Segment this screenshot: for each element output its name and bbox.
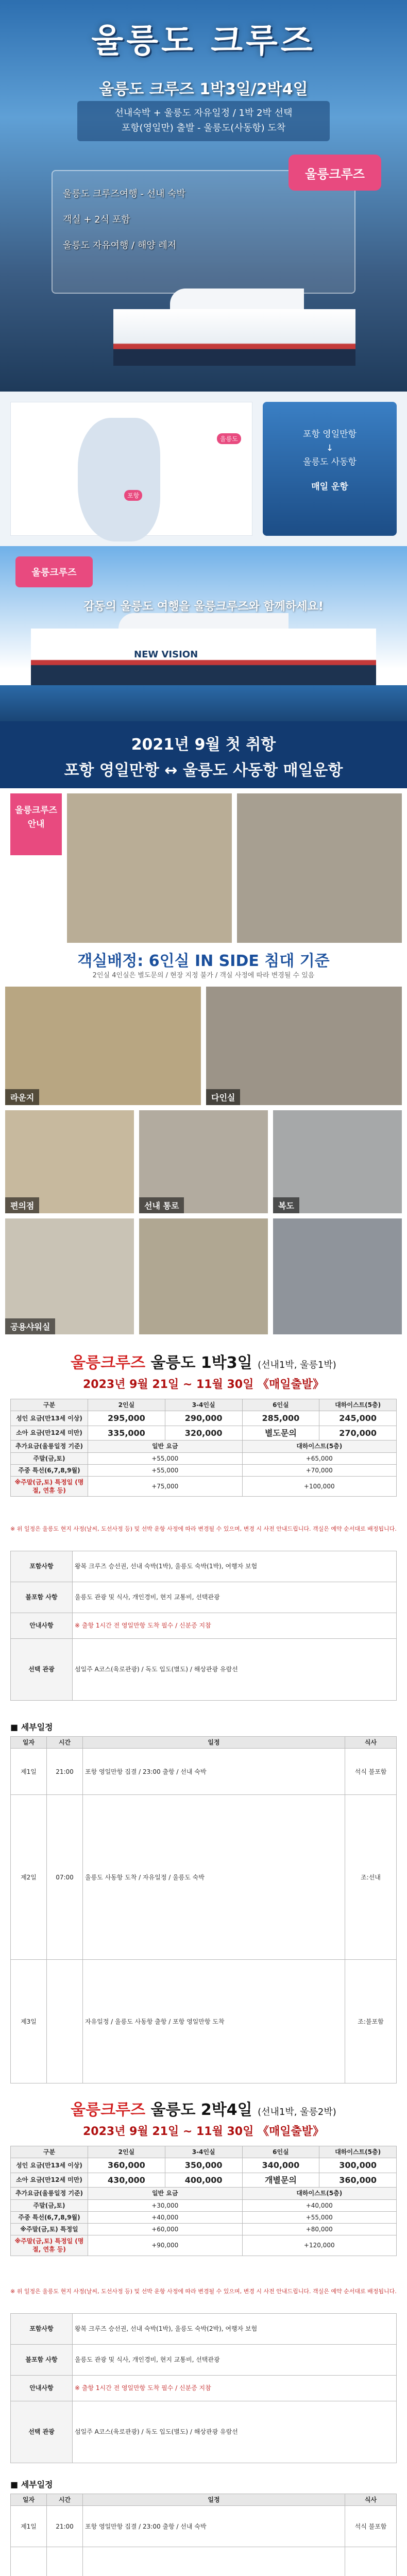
schedule-1-section (0, 1716, 407, 2087)
table-cell: 포항 영일만항 집결 / 23:00 출항 / 선내 숙박 (83, 2506, 345, 2547)
table-cell: 성인 요금(만13세 이상) (11, 1411, 88, 1426)
table-cell: 295,000 (88, 1411, 165, 1426)
table-row (11, 2376, 397, 2401)
table-header: 일정 (83, 1737, 345, 1749)
table-cell: 주중 특선(6,7,8,9월) (11, 2211, 88, 2223)
table-cell: +65,000 (242, 1452, 397, 1464)
table-cell: ※ 출항 1시간 전 영일만항 도착 필수 / 신분증 지참 (73, 1613, 397, 1639)
brand-logo: 울릉크루즈 (15, 556, 93, 587)
table-cell: 제1일 (11, 2506, 47, 2547)
table-cell: 335,000 (88, 1426, 165, 1440)
hero-board-line: 울릉도 크루즈여행 - 선내 숙박 (63, 189, 186, 199)
table-header: 식사 (345, 1737, 397, 1749)
table-cell: 350,000 (165, 2158, 242, 2173)
table-row (11, 2345, 397, 2376)
table-cell: 선택 관광 (11, 2401, 73, 2463)
table-row (11, 1411, 397, 1426)
schedule-heading: ■ 세부일정 (10, 2480, 53, 2489)
table-cell: 석식 불포함 (345, 2506, 397, 2547)
table-cell (47, 2547, 83, 2576)
table-row (11, 2188, 397, 2199)
table-cell: 안내사항 (11, 1613, 73, 1639)
table-cell: +55,000 (88, 1464, 243, 1476)
product-date: 2023년 9월 21일 ~ 11월 30일 《매일출발》 (82, 2125, 325, 2138)
table-cell: 포함사항 (11, 1551, 73, 1582)
table-cell: 별도문의 (242, 1426, 319, 1440)
table-row (11, 2235, 397, 2256)
table-cell: 조:선내 (345, 1795, 397, 1960)
hero-board-line: 객실 + 2식 포함 (63, 214, 130, 225)
table-row (11, 2173, 397, 2188)
price-table (10, 2146, 397, 2256)
table-cell: 270,000 (319, 1426, 397, 1440)
photo-caption: 선내 통로 (139, 1197, 184, 1213)
photo-caption: 공용샤워실 (5, 1318, 55, 1334)
table-row (11, 1476, 397, 1496)
detail-table (10, 1551, 397, 1701)
table-cell: +120,000 (242, 2235, 397, 2256)
table-cell: 개별문의 (242, 2173, 319, 2188)
table-header-row (11, 2146, 397, 2158)
table-cell: ※ 출항 1시간 전 영일만항 도착 필수 / 신분증 지참 (73, 2376, 397, 2401)
arrow-down-icon: ↓ (326, 443, 334, 454)
product-1-section (0, 1340, 407, 1716)
table-header: 대하이스트(5층) (319, 1399, 397, 1411)
table-cell: 360,000 (88, 2158, 165, 2173)
table-cell: 포함사항 (11, 2314, 73, 2345)
table-row (11, 1551, 397, 1582)
hero-board-line: 울릉도 자유여행 / 해양 레저 (63, 240, 177, 251)
route-card (263, 402, 397, 536)
schedule-heading: ■ 세부일정 (10, 1722, 53, 1732)
product-2-section (0, 2087, 407, 2473)
table-cell: +70,000 (242, 1464, 397, 1476)
table-row (11, 1440, 397, 1452)
table-header: 일자 (11, 1737, 47, 1749)
table-row (11, 1639, 397, 1701)
table-row (11, 1452, 397, 1464)
product-nights: (선내1박, 울릉1박) (258, 1360, 336, 1370)
table-header: 구분 (11, 1399, 88, 1411)
photo-interior (273, 1218, 402, 1334)
table-cell: 400,000 (165, 2173, 242, 2188)
table-header-row (11, 1737, 397, 1749)
table-cell: 245,000 (319, 1411, 397, 1426)
table-cell: 290,000 (165, 1411, 242, 1426)
schedule-2-section (0, 2473, 407, 2576)
table-cell: +55,000 (242, 2211, 397, 2223)
table-row (11, 1582, 397, 1613)
route-card-line: 포항 영일만항 (303, 429, 357, 439)
photo-cabin (67, 793, 232, 943)
photo-interior (139, 1218, 268, 1334)
table-cell: ※주말(금,토) 특정일 (명절, 연휴 등) (11, 2235, 88, 2256)
product-title (0, 2097, 407, 2120)
route-card-line: 울릉도 사동항 (303, 457, 357, 468)
table-cell: 안내사항 (11, 2376, 73, 2401)
schedule-table (10, 1736, 397, 2083)
table-row (11, 2314, 397, 2345)
table-cell: 제2일 (11, 1795, 47, 1960)
table-header-row (11, 1399, 397, 1411)
table-header: 6인실 (242, 1399, 319, 1411)
table-cell: 제3일 (11, 1960, 47, 2083)
peninsula-shape (78, 418, 160, 541)
table-cell: 21:00 (47, 2506, 83, 2547)
table-cell: +60,000 (88, 2223, 243, 2235)
table-cell: +80,000 (242, 2223, 397, 2235)
table-cell: 소아 요금(만12세 미만) (11, 1426, 88, 1440)
product-name: 울릉도 2박4일 (150, 2101, 252, 2119)
hero-info-box (77, 101, 330, 141)
table-cell: 추가요금(울릉일정 기준) (11, 1440, 88, 1452)
hero-subtitle: 울릉도 크루즈 1박3일/2박4일 (99, 80, 308, 98)
photo-caption: 라운지 (5, 1089, 39, 1105)
table-cell: 울릉도 관광 및 식사, 개인경비, 현지 교통비, 선택관광 (73, 2345, 397, 2376)
table-header: 일정 (83, 2494, 345, 2506)
table-cell: 대하이스트(5층) (242, 2188, 397, 2199)
pin-pohang: 포항 (124, 490, 142, 501)
table-cell: +90,000 (88, 2235, 243, 2256)
table-cell: 제1일 (11, 1749, 47, 1795)
table-cell: 조:불포함 (345, 1960, 397, 2083)
table-cell: 주말(금,토) (11, 2199, 88, 2211)
table-cell: 석식 불포함 (345, 1749, 397, 1795)
pin-ulleung: 울릉도 (217, 433, 241, 444)
hero-title: 울릉도 크루즈 (91, 22, 316, 60)
table-header: 일자 (11, 2494, 47, 2506)
table-row (11, 1426, 397, 1440)
table-cell: 21:00 (47, 1749, 83, 1795)
table-cell: 주말(금,토) (11, 1452, 88, 1464)
table-cell: 소아 요금(만12세 미만) (11, 2173, 88, 2188)
table-cell: 300,000 (319, 2158, 397, 2173)
table-header: 2인실 (88, 2146, 165, 2158)
table-cell: 430,000 (88, 2173, 165, 2188)
photo-shower (5, 1218, 134, 1334)
photo-cabin (237, 793, 402, 943)
table-row (11, 2211, 397, 2223)
table-header: 구분 (11, 2146, 88, 2158)
product-date: 2023년 9월 21일 ~ 11월 30일 《매일출발》 (82, 1378, 325, 1391)
table-cell: 왕복 크루즈 승선권, 선내 숙박(1박), 울릉도 숙박(2박), 여행자 보험 (73, 2314, 397, 2345)
table-cell: 자유일정 / 울릉도 사동항 출항 / 포항 영일만항 도착 (83, 1960, 345, 2083)
table-row (11, 1464, 397, 1476)
table-cell: +75,000 (88, 1476, 243, 1496)
opening-line: 2021년 9월 첫 취항 (131, 736, 276, 754)
table-cell (47, 1960, 83, 2083)
table-cell: +55,000 (88, 1452, 243, 1464)
sea (0, 685, 407, 721)
table-cell: 주중 특선(6,7,8,9월) (11, 1464, 88, 1476)
ship-illustration (31, 629, 376, 685)
photo-store (5, 1110, 134, 1213)
hero-info-line: 선내숙박 + 울릉도 자유일정 / 1박 2박 선택 (114, 108, 293, 118)
hero-section (0, 0, 407, 392)
table-header: 3-4인실 (165, 2146, 242, 2158)
opening-line: 포항 영일만항 ↔ 울릉도 사동항 매일운항 (64, 761, 343, 779)
table-cell: 추가요금(울릉일정 기준) (11, 2188, 88, 2199)
photo-room (206, 987, 402, 1105)
table-cell: 일반 요금 (88, 2188, 243, 2199)
price-note: ※ 위 일정은 울릉도 현지 사정(날씨, 도선사정 등) 및 선박 운항 사정에 따라 변경될 수 있으며, 변경 시 사전 안내드립니다. 객실은 예약 순서대로 배정됩니다. (10, 1526, 397, 1532)
table-row (11, 1795, 397, 1960)
table-cell: 왕복 크루즈 승선권, 선내 숙박(1박), 울릉도 숙박(1박), 여행자 보험 (73, 1551, 397, 1582)
schedule-table (10, 2494, 397, 2576)
table-cell: +40,000 (88, 2211, 243, 2223)
table-cell: 성인 요금(만13세 이상) (11, 2158, 88, 2173)
table-cell: 불포함 사항 (11, 2345, 73, 2376)
product-title (0, 1350, 407, 1372)
table-row (11, 2199, 397, 2211)
product-brand: 울릉크루즈 (71, 2101, 146, 2119)
table-cell: 360,000 (319, 2173, 397, 2188)
table-cell: 선택 관광 (11, 1639, 73, 1701)
table-header: 6인실 (242, 2146, 319, 2158)
table-row (11, 2401, 397, 2463)
table-row (11, 2223, 397, 2235)
table-cell: 07:00 (47, 1795, 83, 1960)
product-brand: 울릉크루즈 (71, 1354, 146, 1372)
table-row (11, 2506, 397, 2547)
table-cell: +30,000 (88, 2199, 243, 2211)
route-map (10, 402, 252, 536)
table-cell: 일반 요금 (88, 1440, 243, 1452)
opening-banner (0, 721, 407, 788)
table-cell: 포항 영일만항 집결 / 23:00 출항 / 선내 숙박 (83, 1749, 345, 1795)
table-row (11, 2547, 397, 2576)
table-cell: 285,000 (242, 1411, 319, 1426)
ship-illustration (113, 309, 355, 366)
photo-hall (139, 1110, 268, 1213)
table-row (11, 2158, 397, 2173)
photo-caption: 편의점 (5, 1197, 39, 1213)
photo-corridor (273, 1110, 402, 1213)
banner-text: 감동의 울릉도 여행을 울릉크루즈와 함께하세요! (83, 600, 324, 613)
detail-table (10, 2313, 397, 2463)
table-row (11, 1960, 397, 2083)
table-cell: 대하이스트(5층) (242, 1440, 397, 1452)
price-note: ※ 위 일정은 울릉도 현지 사정(날씨, 도선사정 등) 및 선박 운항 사정에 따라 변경될 수 있으며, 변경 시 사전 안내드립니다. 객실은 예약 순서대로 배정됩니다. (10, 2288, 397, 2295)
table-cell: ※주말(금,토) 특정일 (명절, 연휴 등) (11, 1476, 88, 1496)
table-cell: 울릉도 관광 및 식사, 개인경비, 현지 교통비, 선택관광 (73, 1582, 397, 1613)
ship-guide-section (0, 788, 407, 1340)
table-cell: 340,000 (242, 2158, 319, 2173)
route-card-line: 매일 운항 (311, 481, 348, 492)
product-nights: (선내1박, 울릉2박) (258, 2107, 336, 2117)
table-cell (11, 2547, 47, 2576)
table-header-row (11, 2494, 397, 2506)
table-header: 2인실 (88, 1399, 165, 1411)
cabin-caption: 객실배정: 6인실 IN SIDE 침대 기준 (77, 952, 330, 970)
guide-badge: 울릉크루즈 안내 (10, 793, 62, 855)
table-cell: +40,000 (242, 2199, 397, 2211)
table-cell: ※주말(금,토) 특정일 (11, 2223, 88, 2235)
table-cell: 섬일주 A코스(육로관광) / 독도 입도(별도) / 해상관광 유람선 (73, 1639, 397, 1701)
table-header: 시간 (47, 2494, 83, 2506)
table-cell: +100,000 (242, 1476, 397, 1496)
table-header: 식사 (345, 2494, 397, 2506)
ship-name: NEW VISION (134, 649, 198, 660)
product-name: 울릉도 1박3일 (150, 1354, 252, 1372)
brand-badge: 울릉크루즈 (289, 155, 381, 191)
table-cell: 울릉도 사동항 도착 / 자유일정 / 울릉도 숙박 (83, 1795, 345, 1960)
photo-caption: 다인실 (206, 1089, 240, 1105)
price-table (10, 1399, 397, 1497)
table-row (11, 1749, 397, 1795)
table-cell: 불포함 사항 (11, 1582, 73, 1613)
table-cell (345, 2547, 397, 2576)
table-header: 시간 (47, 1737, 83, 1749)
hero-info-line: 포항(영일만) 출발 - 울릉도(사동항) 도착 (121, 122, 286, 133)
table-cell (83, 2547, 345, 2576)
table-cell: 섬일주 A코스(육로관광) / 독도 입도(별도) / 해상관광 유람선 (73, 2401, 397, 2463)
table-row (11, 1613, 397, 1639)
ship-banner (0, 546, 407, 721)
table-cell: 320,000 (165, 1426, 242, 1440)
cabin-subcaption: 2인실 4인실은 별도문의 / 현장 지정 불가 / 객실 사정에 따라 변경될 수 있음 (92, 972, 315, 979)
table-header: 대하이스트(5층) (319, 2146, 397, 2158)
photo-caption: 복도 (273, 1197, 299, 1213)
table-header: 3-4인실 (165, 1399, 242, 1411)
route-map-section (0, 392, 407, 546)
photo-lounge (5, 987, 201, 1105)
